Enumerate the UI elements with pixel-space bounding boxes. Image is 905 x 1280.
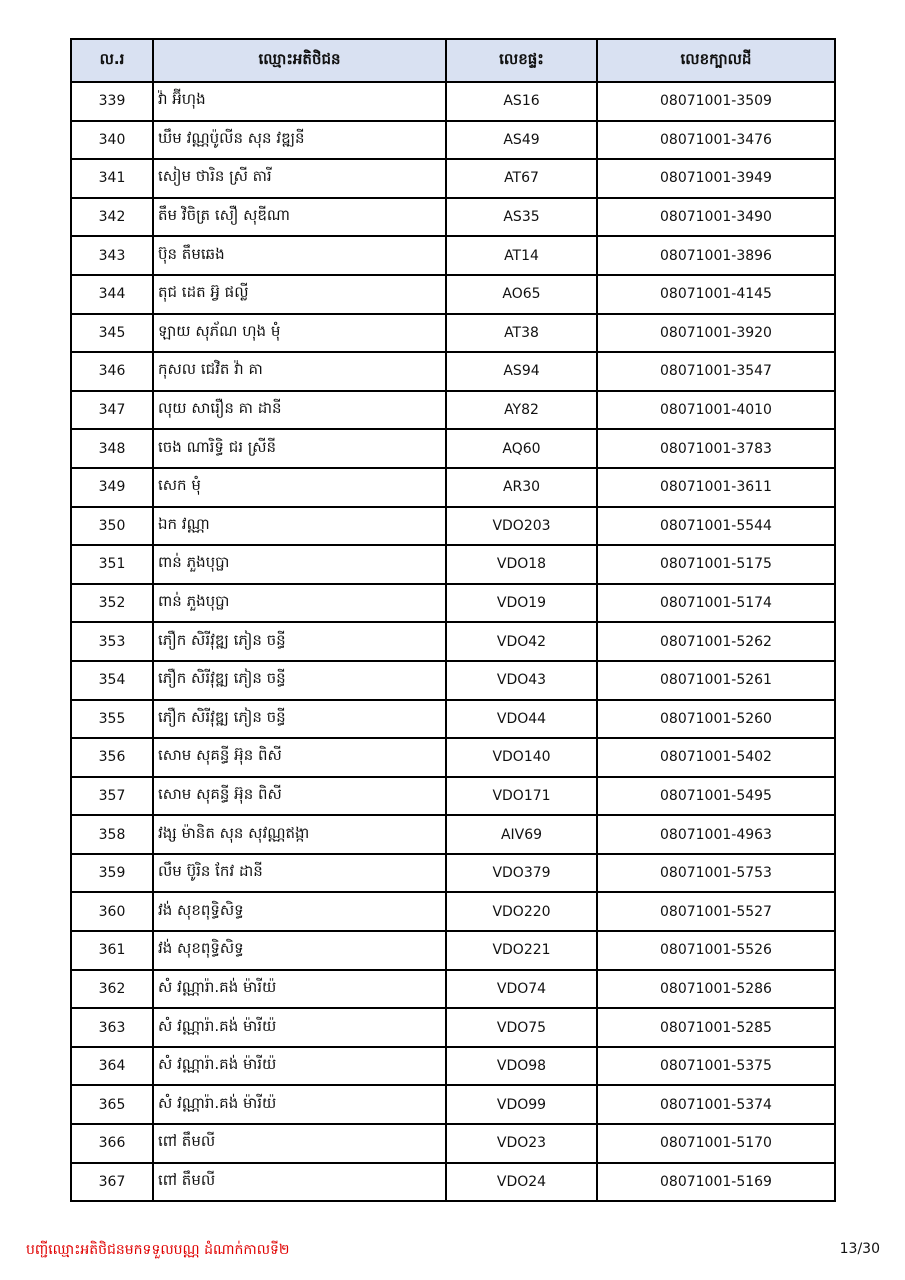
- row-customer-name: សំ វណ្ណារ៉ា.គង់ ម៉ារីយ៉: [153, 1047, 446, 1086]
- row-number: 340: [71, 121, 153, 160]
- row-customer-name: សំ វណ្ណារ៉ា.គង់ ម៉ារីយ៉: [153, 1008, 446, 1047]
- row-number: 344: [71, 275, 153, 314]
- table-row: [71, 159, 835, 198]
- row-number: 353: [71, 622, 153, 661]
- table-row: [71, 1163, 835, 1202]
- table-header-row: [71, 39, 835, 82]
- row-customer-name: លុយ សារឿន គា ដានី: [153, 391, 446, 430]
- table-row: [71, 468, 835, 507]
- header-number: ល.រ: [71, 39, 153, 82]
- row-number: 361: [71, 931, 153, 970]
- row-land-number: 08071001-3509: [597, 82, 835, 121]
- row-house-number: AS94: [446, 352, 597, 391]
- table-row: [71, 892, 835, 931]
- row-land-number: 08071001-5260: [597, 700, 835, 739]
- table-row: [71, 314, 835, 353]
- row-land-number: 08071001-5527: [597, 892, 835, 931]
- row-land-number: 08071001-5402: [597, 738, 835, 777]
- row-customer-name: សោម សុគន្ធី អ៊ុន ពិសី: [153, 777, 446, 816]
- row-number: 358: [71, 815, 153, 854]
- row-house-number: VDO99: [446, 1085, 597, 1124]
- table-row: [71, 700, 835, 739]
- table-row: [71, 931, 835, 970]
- row-customer-name: វង្ស ម៉ានិត សុន សុវណ្ណឥង្កា: [153, 815, 446, 854]
- row-land-number: 08071001-5495: [597, 777, 835, 816]
- row-house-number: AT67: [446, 159, 597, 198]
- row-house-number: VDO19: [446, 584, 597, 623]
- row-number: 345: [71, 314, 153, 353]
- row-number: 355: [71, 700, 153, 739]
- table-row: [71, 198, 835, 237]
- table-row: [71, 854, 835, 893]
- table-row: [71, 121, 835, 160]
- row-customer-name: ឃឹម វណ្ណប៉ូលីន សុន វឌ្ឍនី: [153, 121, 446, 160]
- table-row: [71, 82, 835, 121]
- row-customer-name: ប៊ុន តឹមឆេង: [153, 236, 446, 275]
- row-house-number: VDO23: [446, 1124, 597, 1163]
- table-body: [71, 82, 835, 1201]
- row-house-number: VDO203: [446, 507, 597, 546]
- row-land-number: 08071001-5286: [597, 970, 835, 1009]
- row-number: 362: [71, 970, 153, 1009]
- row-land-number: 08071001-5169: [597, 1163, 835, 1202]
- row-number: 354: [71, 661, 153, 700]
- row-customer-name: តុជ ដេត អ៊្វ ផល្លី: [153, 275, 446, 314]
- row-land-number: 08071001-3920: [597, 314, 835, 353]
- row-customer-name: កុសល ជេវិត វ៉ា គា: [153, 352, 446, 391]
- row-customer-name: ពៅ តឹមលី: [153, 1163, 446, 1202]
- table-row: [71, 815, 835, 854]
- table-row: [71, 777, 835, 816]
- row-number: 346: [71, 352, 153, 391]
- row-number: 367: [71, 1163, 153, 1202]
- row-land-number: 08071001-5174: [597, 584, 835, 623]
- row-number: 348: [71, 429, 153, 468]
- row-customer-name: សេក មុំ: [153, 468, 446, 507]
- row-land-number: 08071001-4963: [597, 815, 835, 854]
- row-number: 356: [71, 738, 153, 777]
- table-row: [71, 584, 835, 623]
- row-land-number: 08071001-5526: [597, 931, 835, 970]
- header-customer-name: ឈ្មោះអតិថិជន: [153, 39, 446, 82]
- row-land-number: 08071001-3896: [597, 236, 835, 275]
- row-land-number: 08071001-3611: [597, 468, 835, 507]
- row-number: 357: [71, 777, 153, 816]
- row-number: 359: [71, 854, 153, 893]
- page-number: 13/30: [839, 1241, 880, 1257]
- row-number: 347: [71, 391, 153, 430]
- row-house-number: VDO220: [446, 892, 597, 931]
- table-row: [71, 236, 835, 275]
- row-number: 339: [71, 82, 153, 121]
- row-customer-name: វង់ សុខពុទ្ធិសិទ្ធ: [153, 931, 446, 970]
- row-customer-name: ភឿក សិរីវុឌ្ឍ ភៀន ចន្ធី: [153, 622, 446, 661]
- row-house-number: VDO44: [446, 700, 597, 739]
- row-house-number: AY82: [446, 391, 597, 430]
- row-customer-name: ចេង ណារិទ្ធិ ជរ ស្រីនី: [153, 429, 446, 468]
- row-house-number: AS16: [446, 82, 597, 121]
- row-land-number: 08071001-3476: [597, 121, 835, 160]
- row-house-number: AO65: [446, 275, 597, 314]
- row-house-number: VDO42: [446, 622, 597, 661]
- row-house-number: VDO98: [446, 1047, 597, 1086]
- row-customer-name: សំ វណ្ណារ៉ា.គង់ ម៉ារីយ៉: [153, 1085, 446, 1124]
- footer-title: បញ្ជីឈ្មោះអតិថិជនមកទទួលបណ្ណ ដំណាក់កាលទី២: [26, 1242, 290, 1258]
- row-customer-name: តឹម វិចិត្រ សឿ សុឌីណា: [153, 198, 446, 237]
- row-number: 341: [71, 159, 153, 198]
- table-row: [71, 661, 835, 700]
- row-house-number: AS49: [446, 121, 597, 160]
- row-number: 364: [71, 1047, 153, 1086]
- row-house-number: VDO140: [446, 738, 597, 777]
- customer-table: [70, 38, 836, 1202]
- row-customer-name: ឡាយ សុភ័ណ ហុង មុំ: [153, 314, 446, 353]
- row-number: 349: [71, 468, 153, 507]
- row-land-number: 08071001-5261: [597, 661, 835, 700]
- row-house-number: VDO379: [446, 854, 597, 893]
- row-house-number: VDO74: [446, 970, 597, 1009]
- row-customer-name: វង់ សុខពុទ្ធិសិទ្ធ: [153, 892, 446, 931]
- row-house-number: AT14: [446, 236, 597, 275]
- table-row: [71, 545, 835, 584]
- row-land-number: 08071001-3547: [597, 352, 835, 391]
- row-number: 343: [71, 236, 153, 275]
- table-row: [71, 507, 835, 546]
- table-row: [71, 429, 835, 468]
- row-land-number: 08071001-5375: [597, 1047, 835, 1086]
- table-row: [71, 391, 835, 430]
- row-land-number: 08071001-5262: [597, 622, 835, 661]
- row-land-number: 08071001-4145: [597, 275, 835, 314]
- table-row: [71, 352, 835, 391]
- table-row: [71, 1008, 835, 1047]
- row-land-number: 08071001-5285: [597, 1008, 835, 1047]
- row-house-number: AIV69: [446, 815, 597, 854]
- row-number: 350: [71, 507, 153, 546]
- header-land-number: លេខក្បាលដី: [597, 39, 835, 82]
- row-customer-name: ភឿក សិរីវុឌ្ឍ ភៀន ចន្ធី: [153, 661, 446, 700]
- row-customer-name: សំ វណ្ណារ៉ា.គង់ ម៉ារីយ៉: [153, 970, 446, 1009]
- row-land-number: 08071001-5544: [597, 507, 835, 546]
- row-house-number: AR30: [446, 468, 597, 507]
- row-house-number: VDO75: [446, 1008, 597, 1047]
- row-number: 363: [71, 1008, 153, 1047]
- row-house-number: AT38: [446, 314, 597, 353]
- row-land-number: 08071001-5175: [597, 545, 835, 584]
- row-customer-name: ពាន់ ភួងបុប្ផា: [153, 545, 446, 584]
- row-number: 366: [71, 1124, 153, 1163]
- row-land-number: 08071001-3490: [597, 198, 835, 237]
- row-customer-name: វ៉ា អ៊ីហុង: [153, 82, 446, 121]
- table-row: [71, 622, 835, 661]
- row-land-number: 08071001-3783: [597, 429, 835, 468]
- row-number: 351: [71, 545, 153, 584]
- table-row: [71, 1047, 835, 1086]
- table-row: [71, 1124, 835, 1163]
- table-row: [71, 738, 835, 777]
- row-house-number: AS35: [446, 198, 597, 237]
- row-land-number: 08071001-5170: [597, 1124, 835, 1163]
- row-number: 342: [71, 198, 153, 237]
- row-land-number: 08071001-4010: [597, 391, 835, 430]
- row-customer-name: ពាន់ ភួងបុប្ផា: [153, 584, 446, 623]
- row-number: 352: [71, 584, 153, 623]
- row-customer-name: សៀម ថារិន ស្រី តារី: [153, 159, 446, 198]
- row-number: 360: [71, 892, 153, 931]
- row-house-number: VDO171: [446, 777, 597, 816]
- table-row: [71, 275, 835, 314]
- row-house-number: VDO43: [446, 661, 597, 700]
- row-house-number: VDO24: [446, 1163, 597, 1202]
- table-row: [71, 970, 835, 1009]
- row-land-number: 08071001-3949: [597, 159, 835, 198]
- row-customer-name: ភឿក សិរីវុឌ្ឍ ភៀន ចន្ធី: [153, 700, 446, 739]
- table-row: [71, 1085, 835, 1124]
- row-customer-name: ឯក វណ្ណា: [153, 507, 446, 546]
- row-land-number: 08071001-5753: [597, 854, 835, 893]
- header-house-number: លេខផ្ទះ: [446, 39, 597, 82]
- row-land-number: 08071001-5374: [597, 1085, 835, 1124]
- row-customer-name: សោម សុគន្ធី អ៊ុន ពិសី: [153, 738, 446, 777]
- row-house-number: VDO221: [446, 931, 597, 970]
- row-house-number: AQ60: [446, 429, 597, 468]
- row-house-number: VDO18: [446, 545, 597, 584]
- row-number: 365: [71, 1085, 153, 1124]
- row-customer-name: ពៅ តឹមលី: [153, 1124, 446, 1163]
- row-customer-name: លឹម ប៊ូរិន កែវ ដានី: [153, 854, 446, 893]
